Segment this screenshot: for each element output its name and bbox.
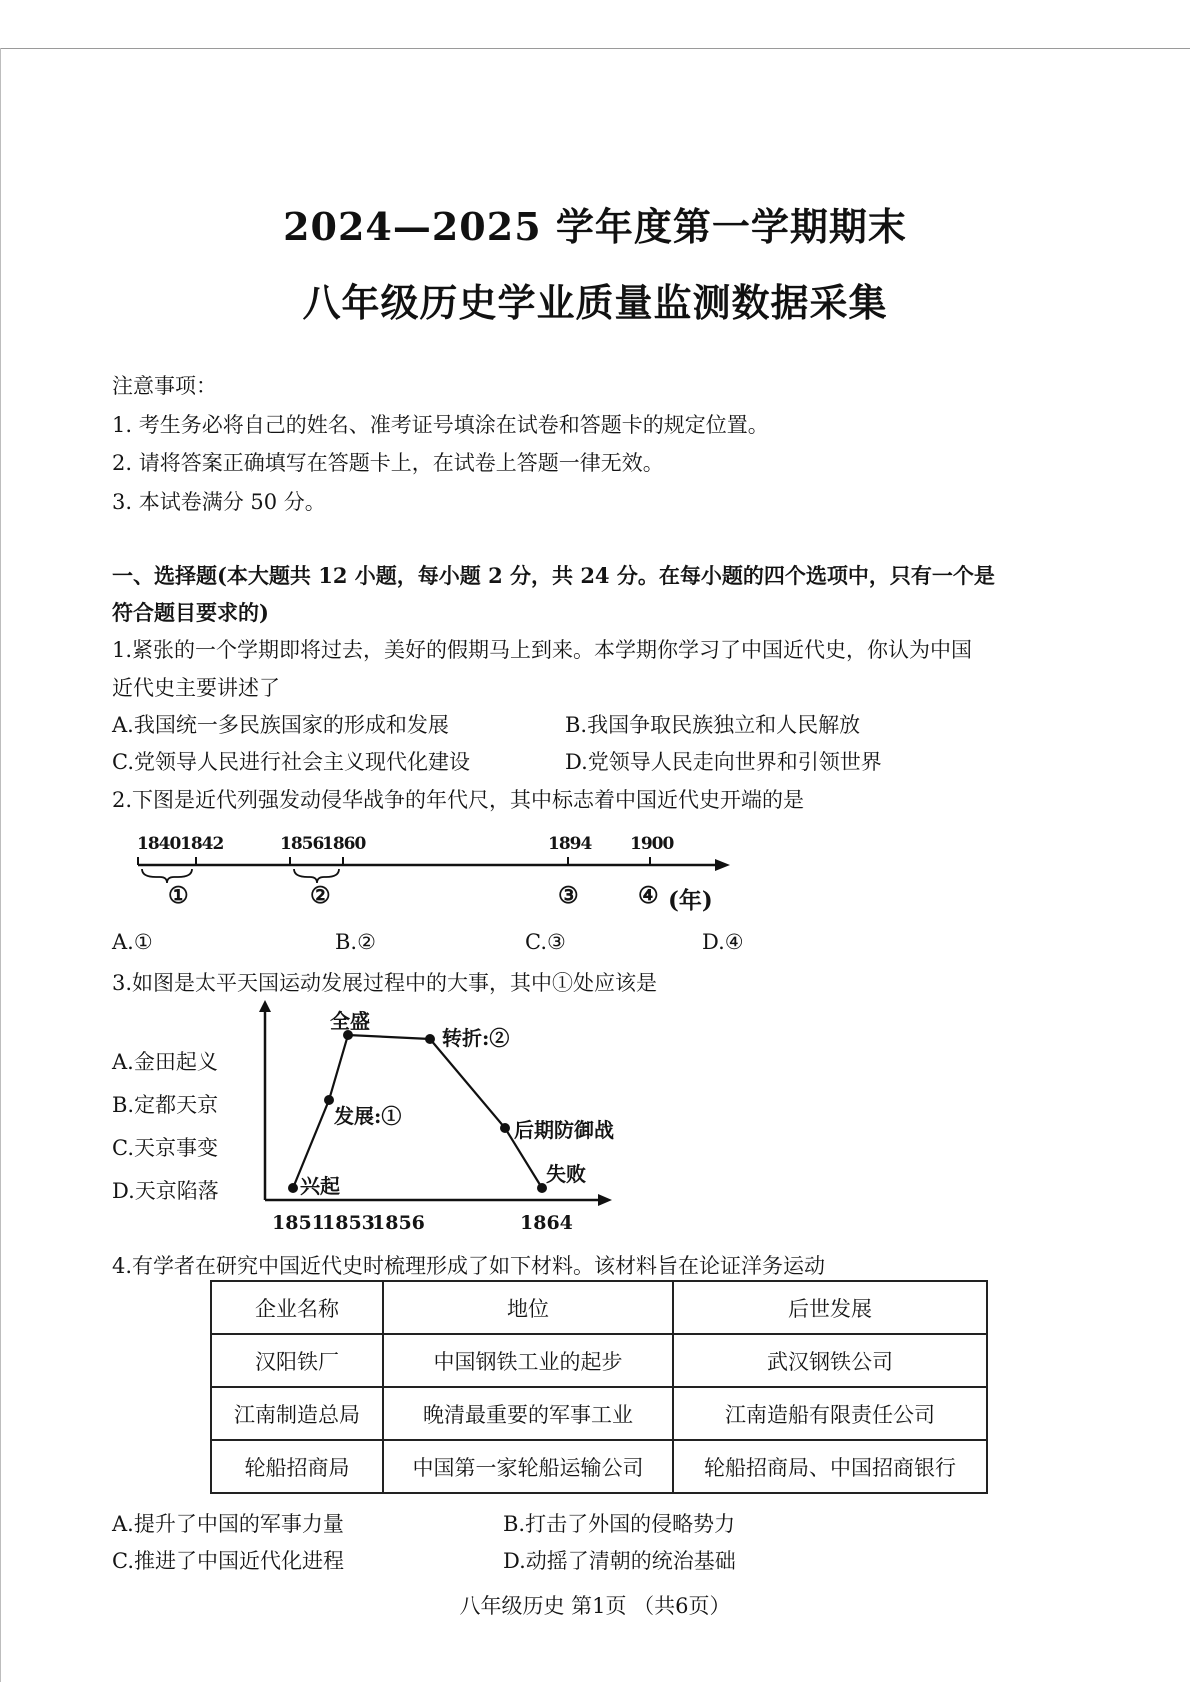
q3-option-a: A.金田起义: [112, 1050, 218, 1074]
section1-heading-line1: 一、选择题(本大题共 12 小题，每小题 2 分，共 24 分。在每小题的四个选项中，只有一个是: [112, 563, 995, 588]
timeline-mark-3: ③: [558, 882, 579, 909]
exam-title-line2: 八年级历史学业质量监测数据采集: [302, 280, 888, 325]
q1-option-b: B.我国争取民族独立和人民解放: [565, 713, 861, 737]
table-cell: 汉阳铁厂: [211, 1334, 383, 1387]
taiping-year-1853: 1853: [322, 1212, 375, 1234]
q2-option-d: D.④: [702, 930, 744, 954]
table-header-cell: 地位: [383, 1281, 673, 1334]
table-row: [211, 1334, 987, 1387]
table-header-row: [211, 1281, 987, 1334]
q4-stem: 4.有学者在研究中国近代史时梳理形成了如下材料。该材料旨在论证洋务运动: [112, 1254, 826, 1278]
timeline-unit: (年): [668, 887, 713, 914]
table-cell: 江南制造总局: [211, 1387, 383, 1440]
timeline-mark-1: ①: [168, 882, 189, 909]
notice-item-1: 1. 考生务必将自己的姓名、准考证号填涂在试卷和答题卡的规定位置。: [112, 413, 769, 437]
taiping-label-late: 后期防御战: [514, 1118, 614, 1142]
page-footer: 八年级历史 第1页 （共6页）: [459, 1594, 731, 1618]
notice-item-3: 3. 本试卷满分 50 分。: [112, 490, 326, 514]
q2-option-c: C.③: [525, 930, 566, 954]
q4-enterprise-table: [210, 1280, 988, 1494]
taiping-label-develop: 发展:①: [334, 1104, 402, 1128]
timeline-mark-2: ②: [310, 882, 331, 909]
q3-stem: 3.如图是太平天国运动发展过程中的大事，其中①处应该是: [112, 971, 658, 995]
table-cell: 晚清最重要的军事工业: [383, 1387, 673, 1440]
q4-option-b: B.打击了外国的侵略势力: [503, 1512, 736, 1536]
timeline-year-1900: 1900: [630, 834, 674, 854]
q1-stem-line1: 1.紧张的一个学期即将过去，美好的假期马上到来。本学期你学习了中国近代史，你认为中国: [112, 638, 973, 662]
q2-option-a: A.①: [112, 930, 153, 954]
table-row: [211, 1440, 987, 1493]
timeline-year-1856: 1856: [280, 834, 324, 854]
table-header-cell: 后世发展: [673, 1281, 987, 1334]
table-header-cell: 企业名称: [211, 1281, 383, 1334]
timeline-year-1860: 1860: [322, 834, 366, 854]
q3-option-b: B.定都天京: [112, 1093, 219, 1117]
notice-item-2: 2. 请将答案正确填写在答题卡上，在试卷上答题一律无效。: [112, 451, 664, 475]
table-cell: 轮船招商局: [211, 1440, 383, 1493]
table-cell: 轮船招商局、中国招商银行: [673, 1440, 987, 1493]
q4-option-d: D.动摇了清朝的统治基础: [503, 1549, 736, 1573]
taiping-label-peak: 全盛: [330, 1009, 370, 1033]
exam-title-line1: 2024—2025 学年度第一学期期末: [283, 204, 907, 249]
table-cell: 中国钢铁工业的起步: [383, 1334, 673, 1387]
taiping-label-turn: 转折:②: [442, 1026, 510, 1050]
taiping-label-start: 兴起: [300, 1174, 340, 1198]
q3-option-d: D.天京陷落: [112, 1179, 219, 1203]
table-cell: 中国第一家轮船运输公司: [383, 1440, 673, 1493]
q3-option-c: C.天京事变: [112, 1136, 218, 1160]
taiping-year-1856: 1856: [372, 1212, 425, 1234]
taiping-year-1851: 1851: [272, 1212, 325, 1234]
q1-option-c: C.党领导人民进行社会主义现代化建设: [112, 750, 470, 774]
timeline-year-1840: 1840: [137, 834, 181, 854]
section1-heading-line2: 符合题目要求的): [112, 600, 269, 625]
q1-option-d: D.党领导人民走向世界和引领世界: [565, 750, 882, 774]
taiping-label-fail: 失败: [546, 1162, 586, 1186]
q2-stem: 2.下图是近代列强发动侵华战争的年代尺，其中标志着中国近代史开端的是: [112, 788, 805, 812]
timeline-mark-4: ④: [638, 882, 659, 909]
taiping-year-1864: 1864: [520, 1212, 573, 1234]
notice-heading: 注意事项：: [112, 374, 217, 398]
q4-option-a: A.提升了中国的军事力量: [112, 1512, 344, 1536]
timeline-year-1894: 1894: [548, 834, 592, 854]
table-row: [211, 1387, 987, 1440]
q1-option-a: A.我国统一多民族国家的形成和发展: [112, 713, 449, 737]
table-cell: 武汉钢铁公司: [673, 1334, 987, 1387]
scan-top-edge: [0, 48, 1190, 49]
q1-stem-line2: 近代史主要讲述了: [112, 676, 280, 700]
table-cell: 江南造船有限责任公司: [673, 1387, 987, 1440]
q2-option-b: B.②: [335, 930, 376, 954]
timeline-year-1842: 1842: [180, 834, 224, 854]
q4-option-c: C.推进了中国近代化进程: [112, 1549, 344, 1573]
